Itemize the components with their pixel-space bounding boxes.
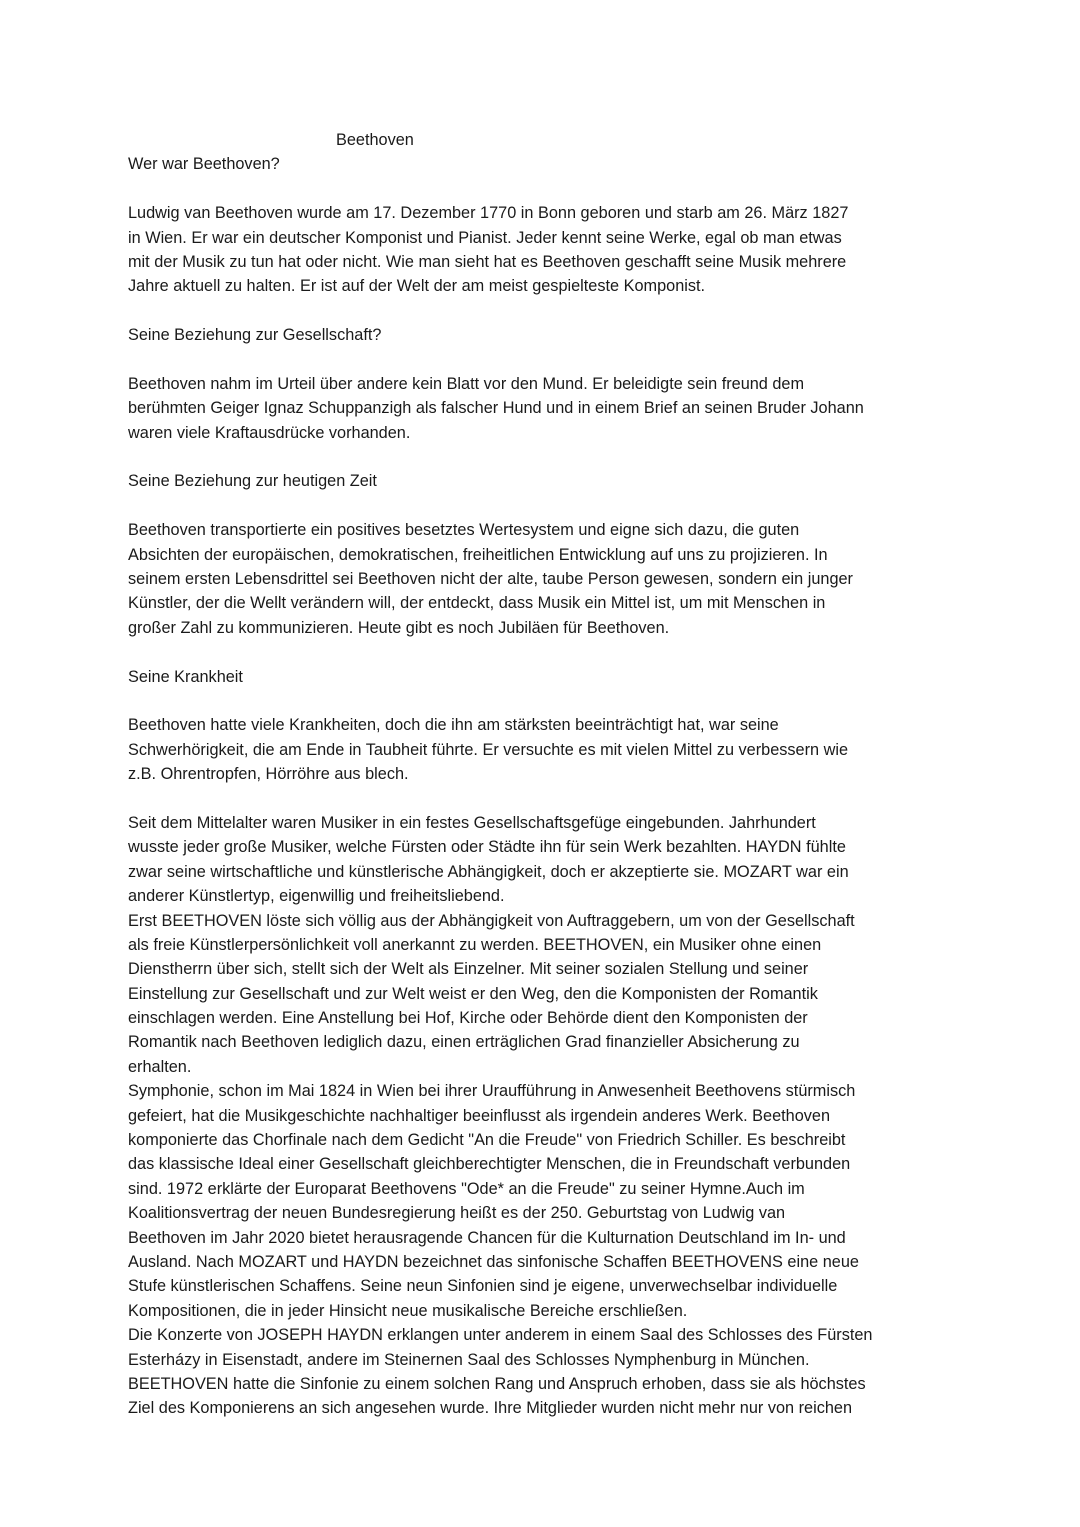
paragraph-line: Koalitionsvertrag der neuen Bundesregierung heißt es der 250. Geburtstag von Ludwig van bbox=[128, 1204, 786, 1223]
paragraph-line: waren viele Kraftausdrücke vorhanden. bbox=[128, 423, 411, 442]
paragraph-line: einschlagen werden. Eine Anstellung bei Hof, Kirche oder Behörde dient den Komponisten der bbox=[128, 1009, 808, 1028]
document-title: Beethoven bbox=[336, 131, 414, 149]
paragraph-line: Ludwig van Beethoven wurde am 17. Dezember 1770 in Bonn geboren und starb am 26. März 1827 bbox=[128, 204, 849, 223]
spacer bbox=[128, 445, 958, 469]
paragraph-line: Einstellung zur Gesellschaft und zur Welt weist er den Weg, den die Komponisten der Romantik bbox=[128, 984, 818, 1003]
paragraph-line: Jahre aktuell zu halten. Er ist auf der Welt der am meist gespielteste Komponist. bbox=[128, 277, 706, 296]
paragraph-line: als freie Künstlerpersönlichkeit voll anerkannt zu werden. BEETHOVEN, ein Musiker ohne einen bbox=[128, 935, 822, 954]
paragraph-line: Die Konzerte von JOSEPH HAYDN erklangen unter anderem in einem Saal des Schlosses des Fürsten bbox=[128, 1326, 873, 1345]
paragraph-line: großer Zahl zu kommunizieren. Heute gibt es noch Jubiläen für Beethoven. bbox=[128, 618, 670, 637]
spacer bbox=[128, 299, 958, 323]
document-page bbox=[128, 128, 958, 1421]
paragraph-line: das klassische Ideal einer Gesellschaft gleichberechtigter Menschen, die in Freundschaft verbunden bbox=[128, 1155, 851, 1174]
spacer bbox=[128, 787, 958, 811]
section-heading-heutige-zeit: Seine Beziehung zur heutigen Zeit bbox=[128, 472, 377, 491]
paragraph-line: zwar seine wirtschaftliche und künstlerische Abhängigkeit, doch er akzeptierte sie. MOZART war ein bbox=[128, 862, 849, 881]
paragraph-line: BEETHOVEN hatte die Sinfonie zu einem solchen Rang und Anspruch erhoben, dass sie als höchstes bbox=[128, 1374, 866, 1393]
paragraph-line: seinem ersten Lebensdrittel sei Beethoven nicht der alte, taube Person gewesen, sondern ein junger bbox=[128, 570, 853, 589]
paragraph-line: komponierte das Chorfinale nach dem Gedicht "An die Freude" von Friedrich Schiller. Es beschreibt bbox=[128, 1131, 846, 1150]
paragraph-line: Beethoven im Jahr 2020 bietet herausragende Chancen für die Kulturnation Deutschland im In- und bbox=[128, 1228, 846, 1247]
paragraph-line: Absichten der europäischen, demokratischen, freiheitlichen Entwicklung auf uns zu projizieren. In bbox=[128, 545, 828, 564]
section-heading-gesellschaft: Seine Beziehung zur Gesellschaft? bbox=[128, 326, 382, 345]
paragraph-line: mit der Musik zu tun hat oder nicht. Wie man sieht hat es Beethoven geschafft seine Musik mehrere bbox=[128, 252, 847, 271]
spacer bbox=[128, 348, 958, 372]
paragraph-line: Beethoven hatte viele Krankheiten, doch die ihn am stärksten beeinträchtigt hat, war seine bbox=[128, 716, 779, 735]
paragraph-line: erhalten. bbox=[128, 1057, 192, 1076]
paragraph-line: Ausland. Nach MOZART und HAYDN bezeichnet das sinfonische Schaffen BEETHOVENS eine neue bbox=[128, 1252, 859, 1271]
paragraph-line: gefeiert, hat die Musikgeschichte nachhaltiger beeinflusst als irgendein anderes Werk. Beethoven bbox=[128, 1106, 831, 1125]
paragraph-line: Stufe künstlerischen Schaffens. Seine neun Sinfonien sind je eigene, unverwechselbar individuelle bbox=[128, 1277, 838, 1296]
paragraph-line: Künstler, der die Wellt verändern will, der entdeckt, dass Musik ein Mittel ist, um mit Menschen in bbox=[128, 594, 826, 613]
paragraph-line: Schwerhörigkeit, die am Ende in Taubheit führte. Er versuchte es mit vielen Mittel zu verbessern wie bbox=[128, 740, 849, 759]
spacer bbox=[128, 177, 958, 201]
spacer bbox=[128, 689, 958, 713]
section-heading-krankheit: Seine Krankheit bbox=[128, 667, 243, 686]
paragraph-line: Romantik nach Beethoven lediglich dazu, einen erträglichen Grad finanzieller Absicherung zu bbox=[128, 1033, 800, 1052]
paragraph-line: Symphonie, schon im Mai 1824 in Wien bei ihrer Uraufführung in Anwesenheit Beethovens stürmisch bbox=[128, 1082, 856, 1101]
paragraph-line: anderer Künstlertyp, eigenwillig und freiheitsliebend. bbox=[128, 887, 505, 906]
paragraph-line: Beethoven nahm im Urteil über andere kein Blatt vor den Mund. Er beleidigte sein freund dem bbox=[128, 374, 805, 393]
paragraph-line: Esterházy in Eisenstadt, andere im Steinernen Saal des Schlosses Nymphenburg in München. bbox=[128, 1350, 810, 1369]
paragraph-line: Ziel des Komponierens an sich angesehen wurde. Ihre Mitglieder wurden nicht mehr nur von reichen bbox=[128, 1399, 853, 1418]
paragraph-line: Erst BEETHOVEN löste sich völlig aus der Abhängigkeit von Auftraggebern, um von der Gesellschaft bbox=[128, 911, 855, 930]
paragraph-line: sind. 1972 erklärte der Europarat Beethovens "Ode* an die Freude" zu seiner Hymne.Auch im bbox=[128, 1179, 805, 1198]
section-heading-wer-war-beethoven: Wer war Beethoven? bbox=[128, 155, 280, 174]
paragraph-line: Kompositionen, die in jeder Hinsicht neue musikalische Bereiche erschließen. bbox=[128, 1301, 688, 1320]
paragraph-line: z.B. Ohrentropfen, Hörröhre aus blech. bbox=[128, 765, 409, 784]
paragraph-line: Dienstherrn über sich, stellt sich der Welt als Einzelner. Mit seiner sozialen Stellung und seiner bbox=[128, 960, 809, 979]
paragraph-line: Seit dem Mittelalter waren Musiker in ein festes Gesellschaftsgefüge eingebunden. Jahrhundert bbox=[128, 813, 816, 832]
paragraph-line: wusste jeder große Musiker, welche Fürsten oder Städte ihn für sein Werk bezahlten. HAYDN fühlte bbox=[128, 838, 846, 857]
spacer bbox=[128, 494, 958, 518]
spacer bbox=[128, 640, 958, 664]
paragraph-line: Beethoven transportierte ein positives besetztes Wertesystem und eigne sich dazu, die guten bbox=[128, 521, 800, 540]
paragraph-line: berühmten Geiger Ignaz Schuppanzigh als falscher Hund und in einem Brief an seinen Bruder Johann bbox=[128, 399, 864, 418]
paragraph-line: in Wien. Er war ein deutscher Komponist und Pianist. Jeder kennt seine Werke, egal ob man etwas bbox=[128, 228, 842, 247]
